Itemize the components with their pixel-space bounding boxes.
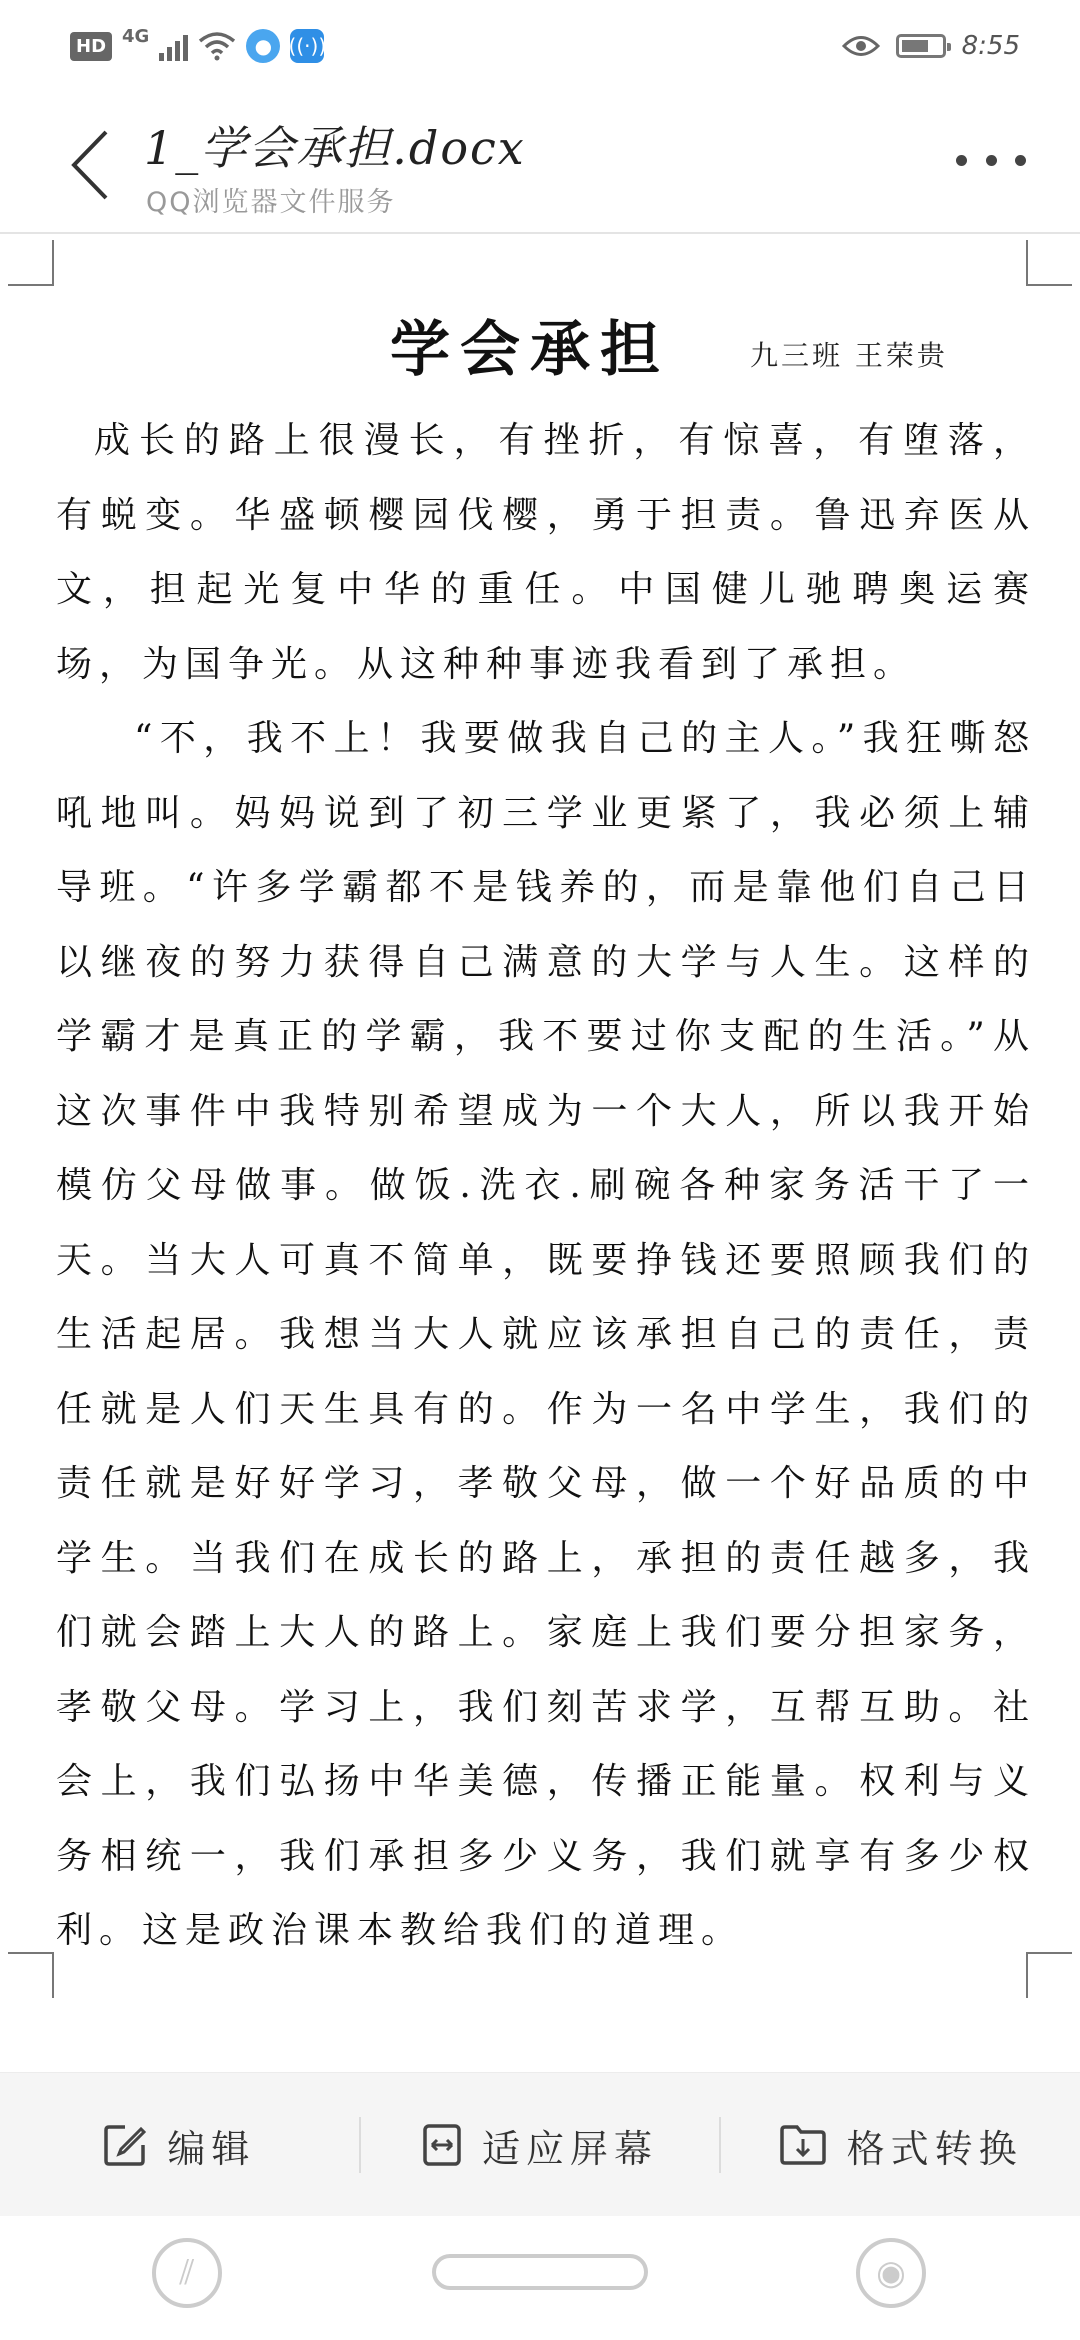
paragraph: 成长的路上很漫长，有挫折，有惊喜，有堕落，有蜕变。华盛顿樱园伐樱，勇于担责。鲁迅弃医从文，担起光复中华的重任。中国健儿驰聘奥运赛场，为国争光。从这种种事迹我看到了承担。 [56, 420, 1036, 685]
fit-screen-icon [422, 2123, 462, 2167]
bottom-toolbar [0, 2072, 1080, 2217]
hotspot-notification-icon: ((·)) [290, 29, 324, 63]
fit-screen-button[interactable] [361, 2073, 720, 2217]
essay-author: 九三班 王荣贵 [750, 339, 948, 372]
system-nav-bar [0, 2216, 1080, 2340]
back-arrow-icon [68, 128, 112, 202]
eye-comfort-icon [842, 33, 880, 59]
status-time: 8:55 [961, 31, 1020, 61]
nav-assistant-button[interactable] [152, 2238, 222, 2308]
more-dot-icon [986, 155, 997, 166]
nav-home-pill[interactable] [432, 2254, 648, 2290]
document-page[interactable] [0, 234, 1080, 2074]
format-convert-label: 格式转换 [846, 2126, 1023, 2171]
qq-browser-notification-icon: ● [246, 29, 280, 63]
hd-badge: HD [70, 32, 112, 61]
back-button[interactable] [60, 120, 120, 210]
paragraph: “不，我不上！我要做我自己的主人。”我狂嘶怒吼地叫。妈妈说到了初三学业更紧了，我必须上辅导班。“许多学霸都不是钱养的，而是靠他们自己日以继夜的努力获得自己满意的大学与人生。这样的学霸才是真正的学霸，我不要过你支配的生活。”从这次事件中我特别希望成为一个大人，所以我开始模仿父母做事。做饭.洗衣.刷碗各种家务活干了一天。当大人可真不简单，既要挣钱还要照顾我们的生活起居。我想当大人就应该承担自己的责任，责任就是人们天生具有的。作为一名中学生，我们的责任就是好好学习，孝敬父母，做一个好品质的中学生。当我们在成长的路上，承担的责任越多，我们就会踏上大人的路上。家庭上我们要分担家务，孝敬父母。学习上，我们刻苦求学，互帮互助。社会上，我们弘扬中华美德，传播正能量。权利与义务相统一，我们承担多少义务，我们就享有多少权利。这是政治课本教给我们的道理。 [56, 718, 1036, 1951]
more-options-button[interactable] [956, 140, 1026, 180]
more-dot-icon [1015, 155, 1026, 166]
edit-label: 编辑 [167, 2126, 256, 2171]
status-bar [0, 0, 1080, 92]
edit-button[interactable] [0, 2073, 359, 2217]
app-header [0, 92, 1080, 234]
signal-icon [159, 31, 188, 61]
folder-download-icon [779, 2124, 827, 2166]
wifi-icon [198, 31, 236, 61]
edit-icon [103, 2123, 147, 2167]
assistant-icon: ⫽ [179, 2253, 195, 2293]
essay-body [56, 404, 1036, 1969]
status-right [842, 31, 1020, 61]
battery-icon [896, 34, 946, 58]
document-filename: 1_学会承担.docx [144, 121, 526, 175]
network-type: 4G [122, 25, 150, 47]
fit-screen-label: 适应屏幕 [482, 2126, 659, 2171]
status-left [70, 25, 327, 63]
more-dot-icon [956, 155, 967, 166]
essay-title: 学会承担 [390, 315, 670, 385]
nav-eye-button[interactable] [856, 2238, 926, 2308]
eye-icon: ◉ [876, 2253, 906, 2293]
document-source: QQ浏览器文件服务 [146, 187, 396, 218]
format-convert-button[interactable] [721, 2073, 1080, 2217]
